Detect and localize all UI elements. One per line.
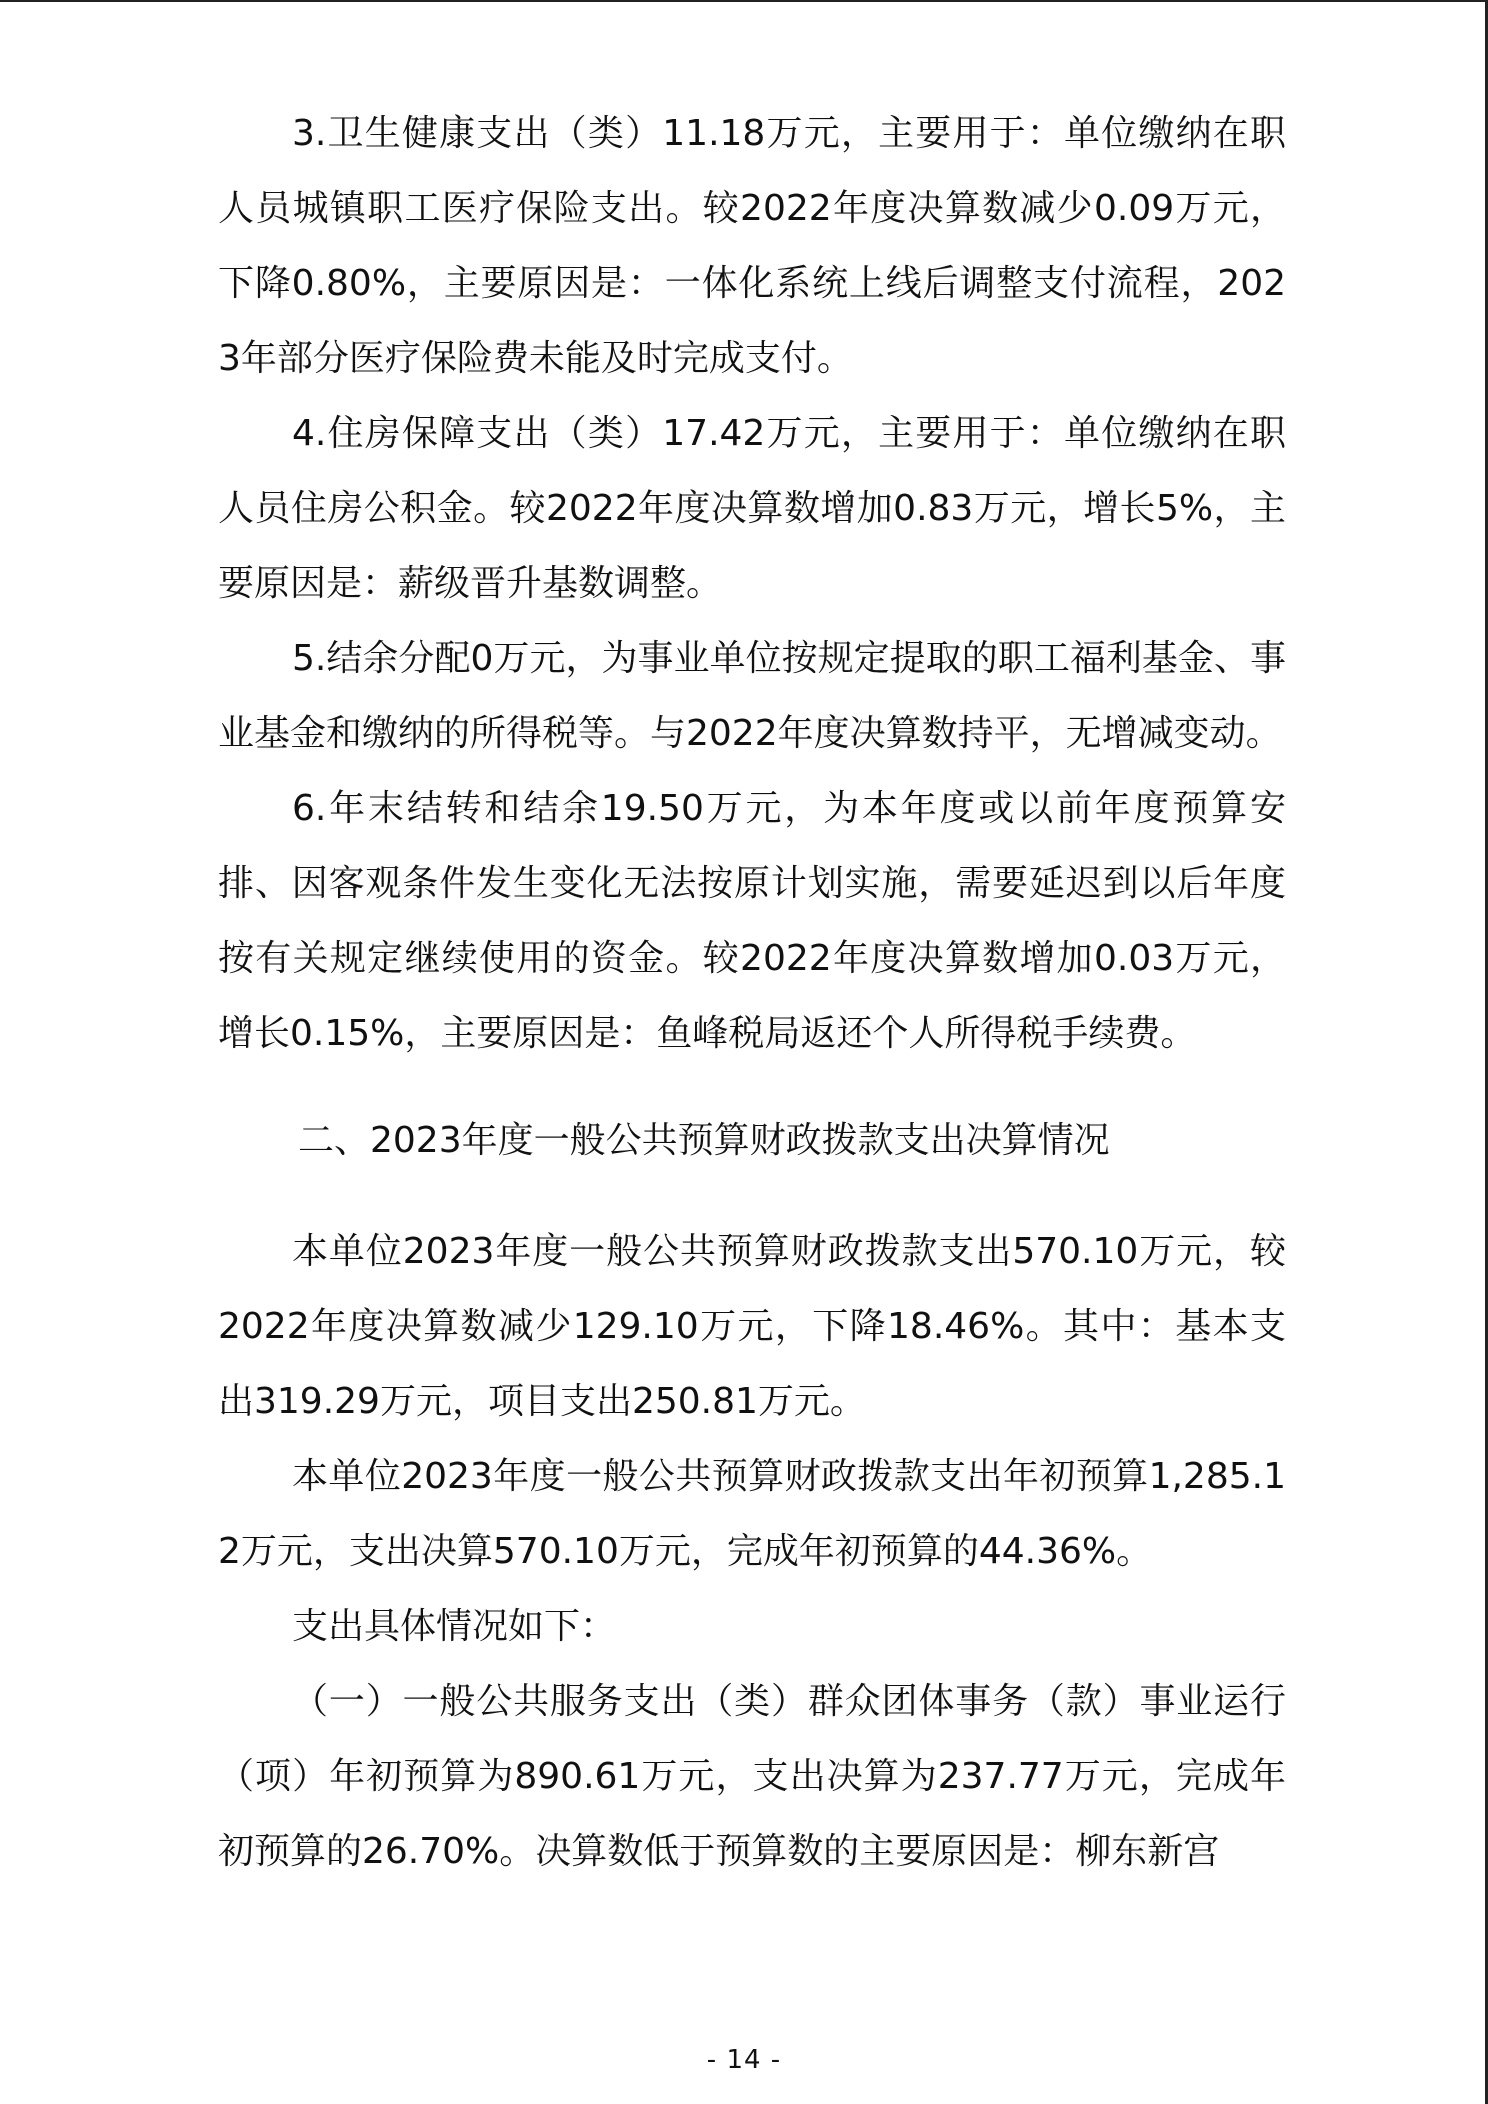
paragraph-health-expenditure: 3.卫生健康支出（类）11.18万元，主要用于：单位缴纳在职人员城镇职工医疗保险支出。较2022年度决算数减少0.09万元，下降0.80%，主要原因是：一体化系统上线后调整支付流程，2023年部分医疗保险费未能及时完成支付。 bbox=[218, 113, 1286, 379]
paragraph-year-end-carryover: 6.年末结转和结余19.50万元，为本年度或以前年度预算安排、因客观条件发生变化无法按原计划实施，需要延迟到以后年度按有关规定继续使用的资金。较2022年度决算数增加0.03万元，增长0.15%，主要原因是：鱼峰税局返还个人所得税手续费。 bbox=[218, 788, 1286, 1054]
paragraph-surplus-distribution: 5.结余分配0万元，为事业单位按规定提取的职工福利基金、事业基金和缴纳的所得税等。与2022年度决算数持平，无增减变动。 bbox=[218, 638, 1286, 754]
top-border-line bbox=[0, 0, 1488, 2]
paragraph-total-expenditure: 本单位2023年度一般公共预算财政拨款支出570.10万元，较2022年度决算数减少129.10万元，下降18.46%。其中：基本支出319.29万元，项目支出250.81万元。 bbox=[218, 1231, 1286, 1422]
paragraph-housing-expenditure: 4.住房保障支出（类）17.42万元，主要用于：单位缴纳在职人员住房公积金。较2022年度决算数增加0.83万元，增长5%，主要原因是：薪级晋升基数调整。 bbox=[218, 413, 1286, 604]
section-heading: 二、2023年度一般公共预算财政拨款支出决算情况 bbox=[298, 1120, 1110, 1161]
paragraph-details-intro: 支出具体情况如下： bbox=[292, 1606, 617, 1647]
page-number: - 14 - bbox=[706, 2045, 782, 2075]
paragraph-budget-completion: 本单位2023年度一般公共预算财政拨款支出年初预算1,285.12万元，支出决算570.10万元，完成年初预算的44.36%。 bbox=[218, 1456, 1286, 1572]
document-body bbox=[218, 96, 1286, 1889]
paragraph-public-services: （一）一般公共服务支出（类）群众团体事务（款）事业运行（项）年初预算为890.61万元，支出决算为237.77万元，完成年初预算的26.70%。决算数低于预算数的主要原因是：柳东新宫 bbox=[218, 1681, 1286, 1872]
